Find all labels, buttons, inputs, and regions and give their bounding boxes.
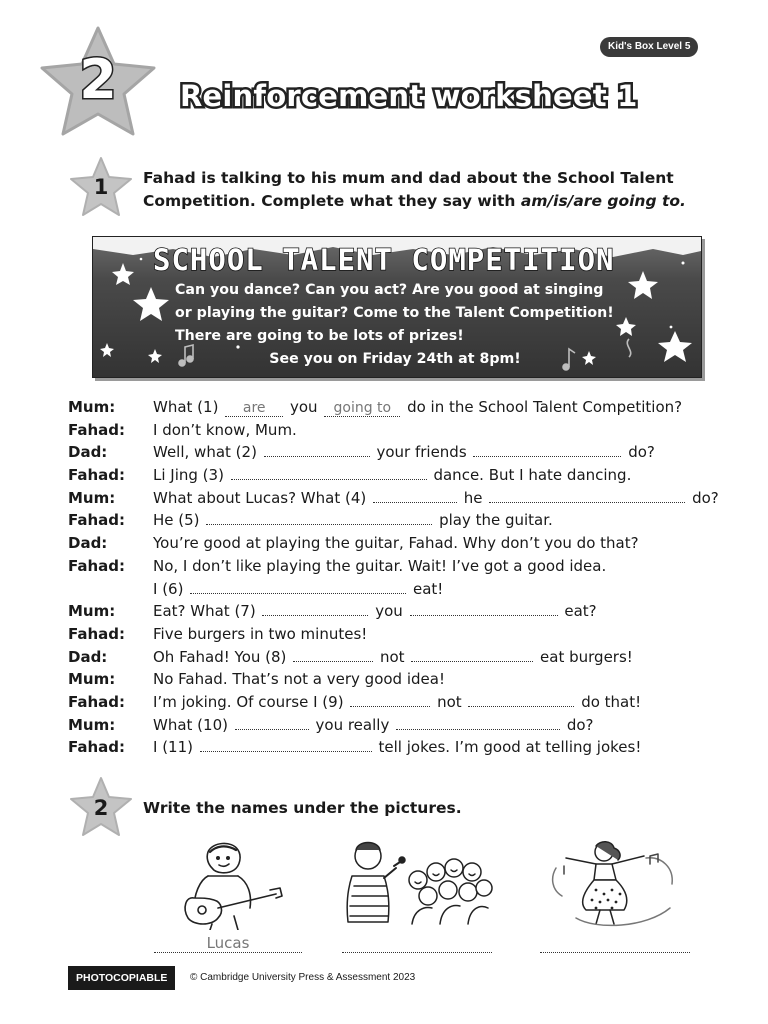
dialogue-row <box>68 714 708 737</box>
dialogue-line <box>153 532 639 555</box>
dialogue-text: You’re good at playing the guitar, Fahad. Why don’t you do that? <box>153 534 639 553</box>
poster-title: SCHOOL TALENT COMPETITION <box>153 243 615 277</box>
answer-blank[interactable] <box>206 509 432 525</box>
speaker-label: Mum: <box>68 398 116 416</box>
poster-line-4: See you on Friday 24th at 8pm! <box>269 351 521 367</box>
dialogue-line <box>153 600 597 623</box>
dialogue-text: Five burgers in two minutes! <box>153 624 368 643</box>
dialogue-row <box>68 691 708 714</box>
dialogue-text: eat? <box>559 602 597 621</box>
copyright-notice: © Cambridge University Press & Assessment 2023 <box>190 972 416 983</box>
dialogue-row <box>68 555 708 578</box>
talent-competition-poster <box>92 236 702 378</box>
dialogue-row <box>68 396 708 419</box>
name-answer-line-2[interactable] <box>342 934 492 953</box>
answer-blank[interactable] <box>200 736 372 752</box>
answer-blank[interactable] <box>489 487 685 503</box>
dialogue-row <box>68 509 708 532</box>
boy-playing-guitar-illustration <box>172 838 284 930</box>
dialogue-text: do? <box>687 488 719 507</box>
dialogue-line <box>153 396 682 419</box>
exercise-1-number: 1 <box>93 175 109 199</box>
speaker-label: Mum: <box>68 670 116 689</box>
speaker-label: Fahad: <box>68 466 126 485</box>
dialogue-row <box>68 464 708 487</box>
dialogue-row <box>68 578 708 601</box>
answer-blank[interactable]: are <box>225 401 283 417</box>
answer-blank[interactable]: going to <box>324 401 400 417</box>
speaker-label: Fahad: <box>68 738 126 757</box>
answer-blank[interactable] <box>235 714 309 730</box>
dialogue-text: eat burgers! <box>535 647 633 666</box>
dialogue-line <box>153 736 641 759</box>
dialogue-text: he <box>459 488 488 507</box>
answer-blank[interactable] <box>293 646 373 662</box>
answer-blank[interactable] <box>350 691 430 707</box>
dialogue-exercise <box>68 396 719 759</box>
dialogue-text: your friends <box>371 443 472 462</box>
dialogue-text: do? <box>623 443 655 462</box>
dialogue-text: Li Jing (3) <box>153 466 229 485</box>
answer-blank[interactable] <box>373 487 457 503</box>
dialogue-text: Oh Fahad! You (8) <box>153 647 292 666</box>
dialogue-line <box>153 623 367 646</box>
answer-blank[interactable] <box>190 578 406 594</box>
dialogue-text: you really <box>310 715 395 734</box>
dialogue-row <box>68 441 708 464</box>
dialogue-text: Eat? What (7) <box>153 602 261 621</box>
speaker-label: Dad: <box>68 443 108 462</box>
unit-number: 2 <box>79 48 117 111</box>
dialogue-text: Well, what (2) <box>153 443 262 462</box>
dialogue-row <box>68 532 708 555</box>
exercise-1-instruction: Fahad is talking to his mum and dad about the School Talent Competition. Complete what they say with am/is/are going to. <box>143 169 686 210</box>
dialogue-line <box>153 578 443 601</box>
speaker-label: Dad: <box>68 534 108 553</box>
dialogue-text: not <box>432 692 467 711</box>
dialogue-text: What (1) <box>153 398 224 416</box>
photocopiable-label: PHOTOCOPIABLE <box>68 966 175 990</box>
exercise-2-instruction: Write the names under the pictures. <box>143 799 462 817</box>
name-answer-line-1[interactable]: Lucas <box>154 934 302 953</box>
exercise-2-number: 2 <box>93 796 109 820</box>
dialogue-text: What about Lucas? What (4) <box>153 488 372 507</box>
answer-blank[interactable] <box>231 464 427 480</box>
answer-blank[interactable] <box>410 600 558 616</box>
level-badge: Kid's Box Level 5 <box>600 37 698 57</box>
speaker-label: Mum: <box>68 488 116 507</box>
dialogue-text: I (11) <box>153 738 198 757</box>
dialogue-row <box>68 487 719 510</box>
dialogue-line <box>153 464 631 487</box>
dialogue-line <box>153 509 553 532</box>
dialogue-text: I don’t know, Mum. <box>153 420 297 439</box>
speaker-label: Mum: <box>68 602 116 621</box>
dialogue-text: play the guitar. <box>434 511 553 530</box>
dialogue-line <box>153 668 445 691</box>
boy-singing-with-choir-illustration <box>332 838 496 930</box>
dialogue-text: you <box>285 398 323 416</box>
answer-blank[interactable] <box>411 646 533 662</box>
poster-line-3: There are going to be lots of prizes! <box>175 328 464 344</box>
dialogue-text: No Fahad. That’s not a very good idea! <box>153 670 445 689</box>
dialogue-text: do that! <box>576 692 642 711</box>
speaker-label: Fahad: <box>68 692 126 711</box>
answer-blank[interactable] <box>396 714 560 730</box>
dialogue-row <box>68 668 708 691</box>
speaker-label: Mum: <box>68 715 116 734</box>
speaker-label: Fahad: <box>68 556 126 575</box>
dialogue-text: dance. But I hate dancing. <box>428 466 632 485</box>
dialogue-text: He (5) <box>153 511 205 530</box>
dialogue-text: I’m joking. Of course I (9) <box>153 692 349 711</box>
dialogue-text: eat! <box>408 579 444 598</box>
dialogue-text: I (6) <box>153 579 189 598</box>
answer-blank[interactable] <box>468 691 574 707</box>
dialogue-row <box>68 646 708 669</box>
name-answer-line-3[interactable] <box>540 934 690 953</box>
dialogue-line <box>153 691 641 714</box>
dialogue-text: you <box>370 602 408 621</box>
poster-line-1: Can you dance? Can you act? Are you good at singing <box>175 282 604 298</box>
answer-blank[interactable] <box>262 600 368 616</box>
speaker-label: Fahad: <box>68 511 126 530</box>
girl-dancing-illustration <box>546 838 684 930</box>
poster-body <box>175 279 635 371</box>
poster-line-2: or playing the guitar? Come to the Talent Competition! <box>175 305 614 321</box>
dialogue-text: not <box>375 647 410 666</box>
speaker-label: Fahad: <box>68 624 126 643</box>
dialogue-line <box>153 646 633 669</box>
dialogue-text: do? <box>562 715 594 734</box>
dialogue-row <box>68 623 708 646</box>
dialogue-row <box>68 736 708 759</box>
dialogue-line <box>153 555 606 578</box>
dialogue-line <box>153 441 655 464</box>
dialogue-row <box>68 600 708 623</box>
dialogue-text: No, I don’t like playing the guitar. Wait! I’ve got a good idea. <box>153 556 607 575</box>
dialogue-line <box>153 419 297 442</box>
dialogue-line <box>153 487 719 510</box>
dialogue-text: tell jokes. I’m good at telling jokes! <box>373 738 642 757</box>
dialogue-line <box>153 714 594 737</box>
dialogue-text: What (10) <box>153 715 233 734</box>
dialogue-text: do in the School Talent Competition? <box>402 398 683 416</box>
worksheet-title: Reinforcement worksheet 1 <box>180 79 638 113</box>
speaker-label: Fahad: <box>68 420 126 439</box>
speaker-label: Dad: <box>68 647 108 666</box>
answer-blank[interactable] <box>473 441 621 457</box>
answer-blank[interactable] <box>264 441 370 457</box>
dialogue-row <box>68 419 708 442</box>
